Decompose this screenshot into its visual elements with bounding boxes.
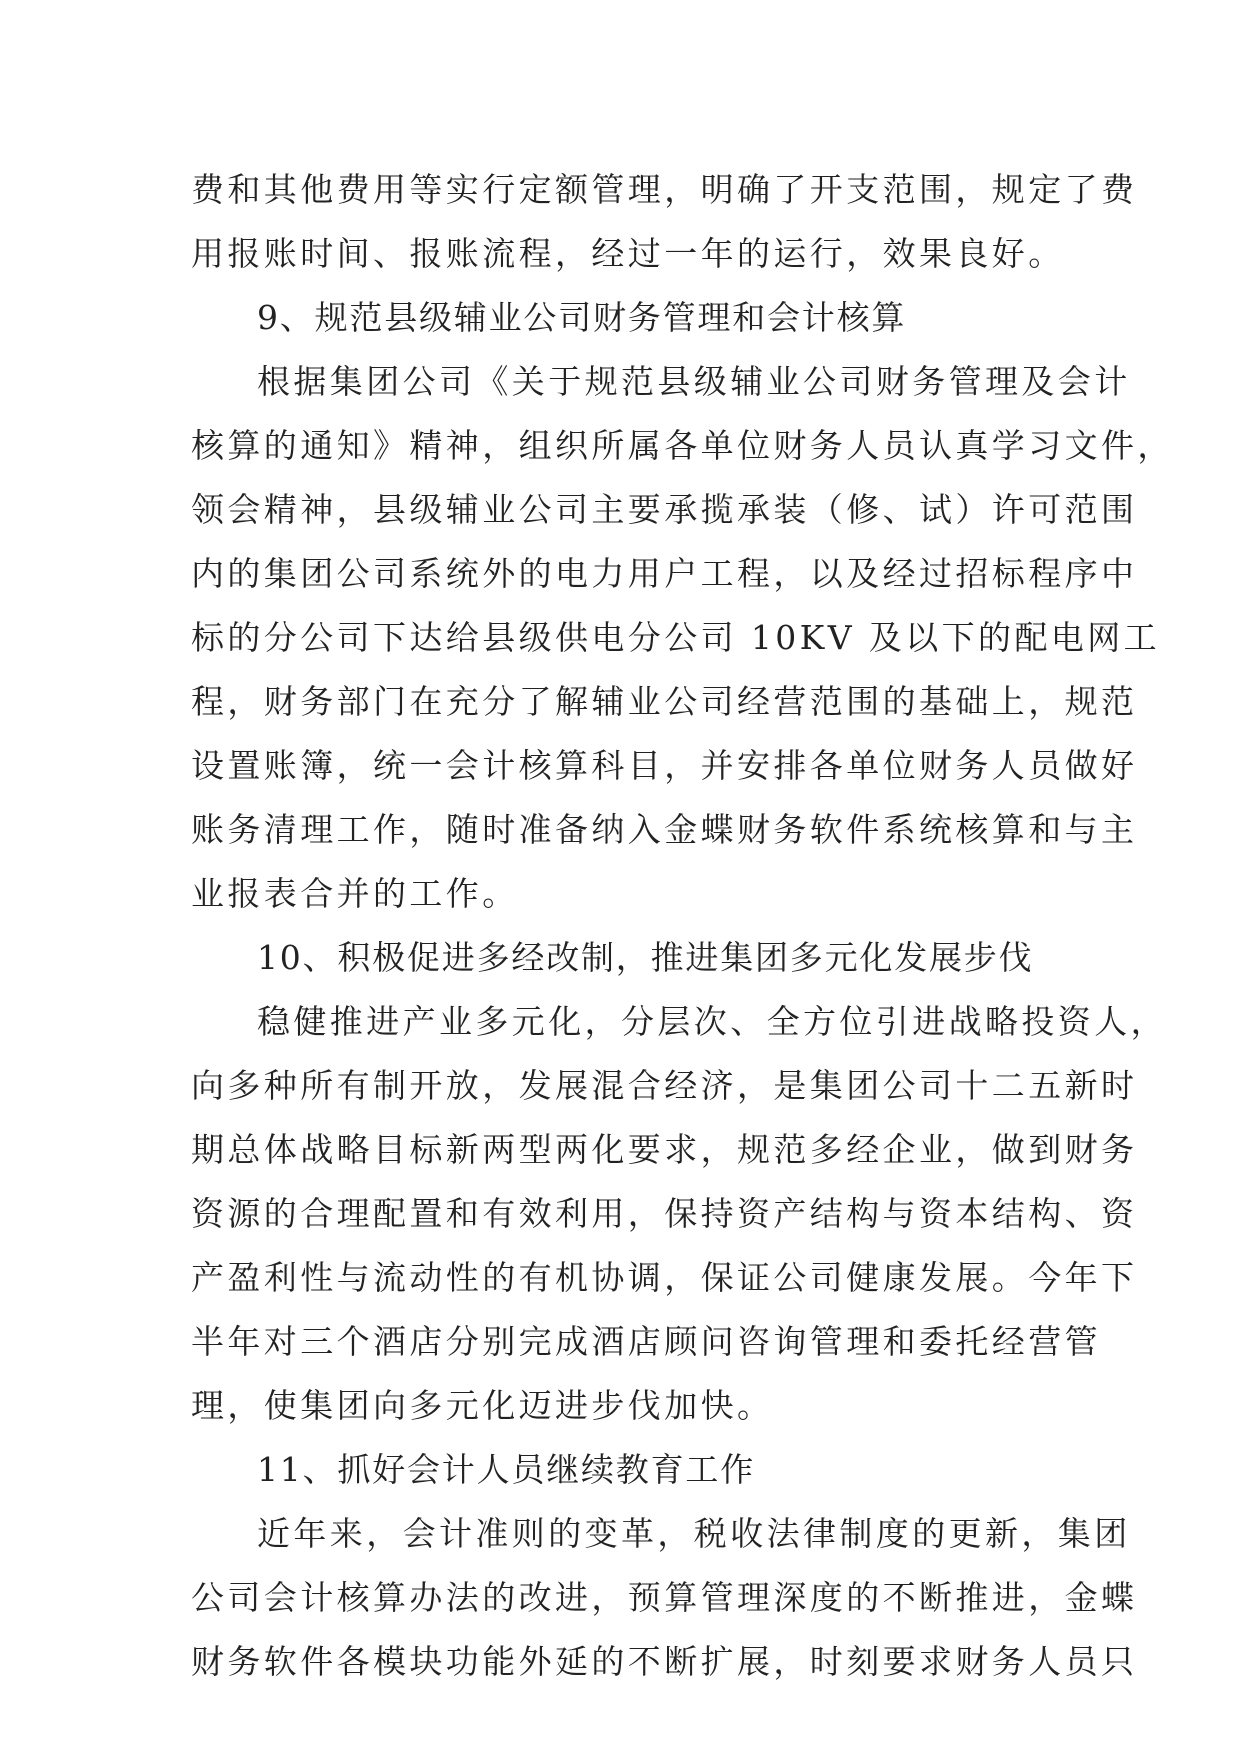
paragraph-line: 根据集团公司《关于规范县级辅业公司财务管理及会计 bbox=[257, 362, 1131, 401]
paragraph-line: 内的集团公司系统外的电力用户工程，以及经过招标程序中 bbox=[191, 554, 1138, 593]
paragraph-line: 业报表合并的工作。 bbox=[191, 874, 519, 913]
section-heading-9: 9、规范县级辅业公司财务管理和会计核算 bbox=[257, 298, 907, 337]
paragraph-line: 设置账簿，统一会计核算科目，并安排各单位财务人员做好 bbox=[191, 746, 1138, 785]
paragraph-line: 费和其他费用等实行定额管理，明确了开支范围，规定了费 bbox=[191, 170, 1138, 209]
paragraph-line: 领会精神，县级辅业公司主要承揽承装（修、试）许可范围 bbox=[191, 490, 1138, 529]
paragraph-line: 产盈利性与流动性的有机协调，保证公司健康发展。今年下 bbox=[191, 1258, 1138, 1297]
paragraph-line: 理，使集团向多元化迈进步伐加快。 bbox=[191, 1386, 774, 1425]
section-heading-11: 11、抓好会计人员继续教育工作 bbox=[257, 1450, 755, 1489]
paragraph-line: 稳健推进产业多元化，分层次、全方位引进战略投资人， bbox=[257, 1002, 1167, 1041]
paragraph-line: 向多种所有制开放，发展混合经济，是集团公司十二五新时 bbox=[191, 1066, 1138, 1105]
paragraph-line: 公司会计核算办法的改进，预算管理深度的不断推进，金蝶 bbox=[191, 1578, 1138, 1617]
paragraph-line: 标的分公司下达给县级供电分公司 10KV 及以下的配电网工 bbox=[191, 618, 1161, 657]
paragraph-line: 用报账时间、报账流程，经过一年的运行，效果良好。 bbox=[191, 234, 1065, 273]
document-body bbox=[191, 158, 1174, 1694]
paragraph-line: 期总体战略目标新两型两化要求，规范多经企业，做到财务 bbox=[191, 1130, 1138, 1169]
paragraph-line: 近年来，会计准则的变革，税收法律制度的更新，集团 bbox=[257, 1514, 1131, 1553]
paragraph-line: 资源的合理配置和有效利用，保持资产结构与资本结构、资 bbox=[191, 1194, 1138, 1233]
paragraph-line: 账务清理工作，随时准备纳入金蝶财务软件系统核算和与主 bbox=[191, 810, 1138, 849]
section-heading-10: 10、积极促进多经改制，推进集团多元化发展步伐 bbox=[257, 938, 1034, 977]
paragraph-line: 核算的通知》精神，组织所属各单位财务人员认真学习文件， bbox=[191, 426, 1174, 465]
paragraph-line: 程，财务部门在充分了解辅业公司经营范围的基础上，规范 bbox=[191, 682, 1138, 721]
paragraph-line: 财务软件各模块功能外延的不断扩展，时刻要求财务人员只 bbox=[191, 1642, 1138, 1681]
paragraph-line: 半年对三个酒店分别完成酒店顾问咨询管理和委托经营管 bbox=[191, 1322, 1101, 1361]
